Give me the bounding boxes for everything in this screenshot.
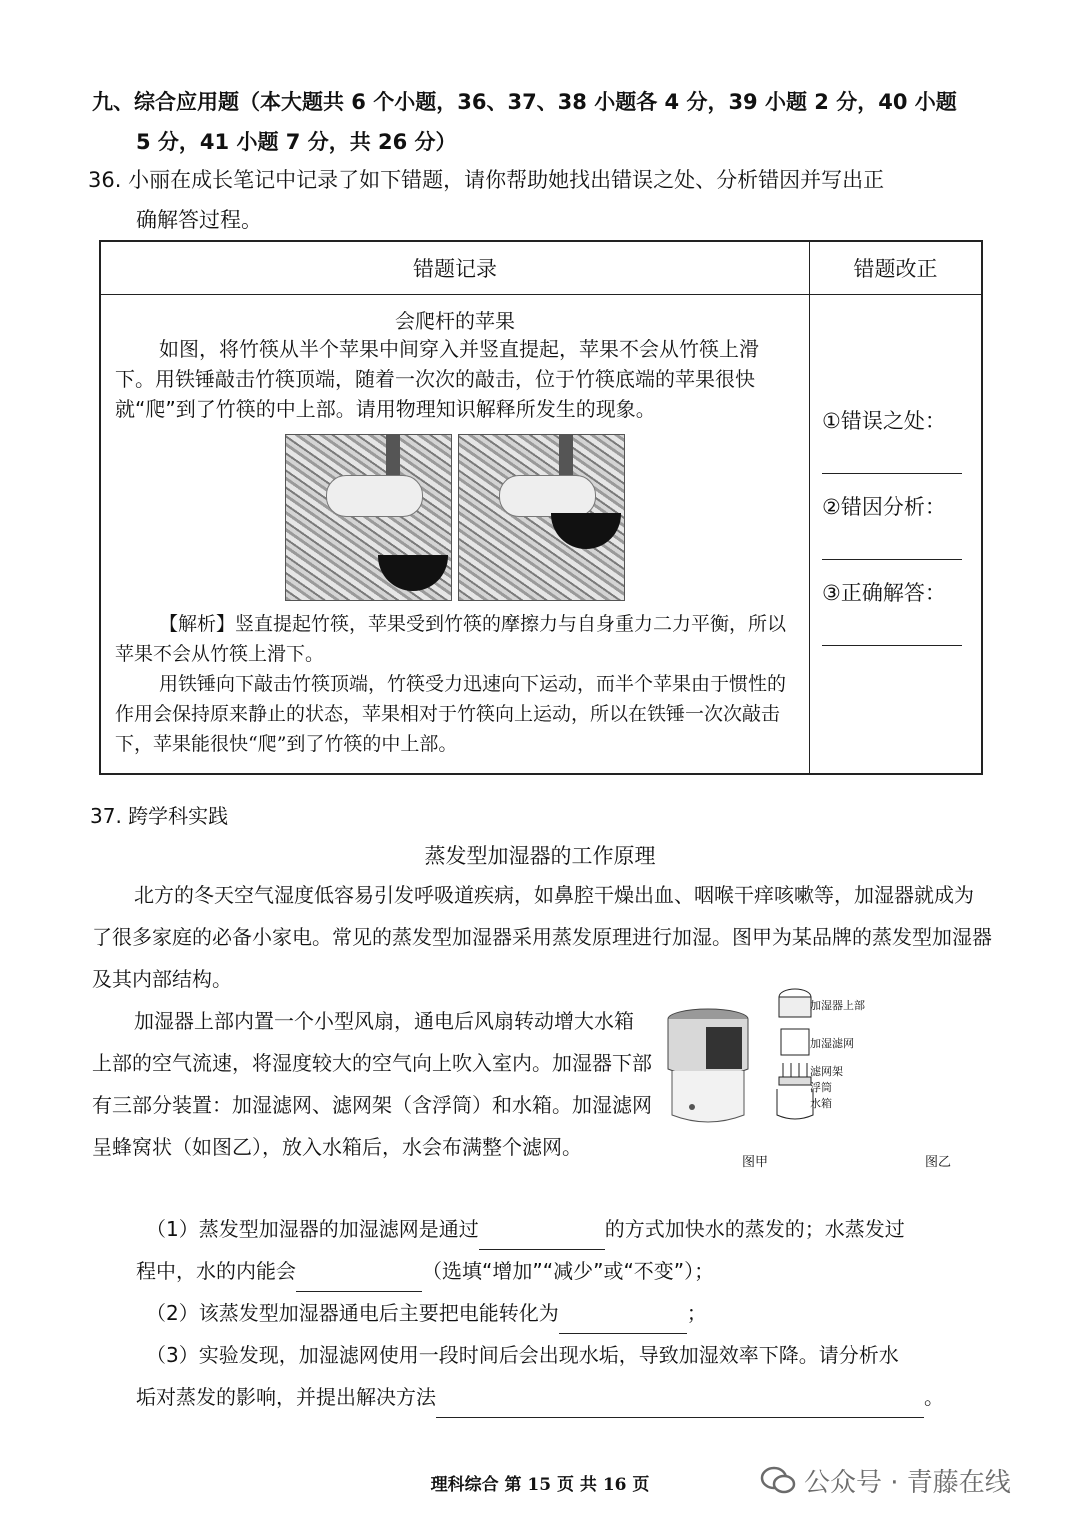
q36-line1: 36. 小丽在成长笔记中记录了如下错题，请你帮助她找出错误之处、分析错因并写出正 — [88, 168, 885, 192]
analysis-paragraph-2: 用铁锤向下敲击竹筷顶端，竹筷受力迅速向下运动，而半个苹果由于惯性的作用会保持原来静止的状态，苹果相对于竹筷向上运动，所以在铁锤一次次敲击下，苹果能很快“爬”到了竹筷的中上部。 — [115, 673, 787, 755]
correction-cell — [810, 295, 983, 775]
part-label-float: 浮筒 — [810, 1081, 832, 1094]
humidifier-figure — [660, 985, 990, 1170]
apple-photo-after — [458, 434, 625, 601]
wechat-icon — [760, 1466, 796, 1496]
section-title-line2: 5 分，41 小题 7 分，共 26 分） — [136, 130, 457, 154]
figure-a-caption: 图甲 — [742, 1155, 769, 1170]
correction-error-location: ①错误之处： — [822, 409, 946, 433]
sub-question-2 — [146, 1292, 1006, 1334]
figure-b-caption: 图乙 — [925, 1155, 952, 1170]
sub-question-1-cont — [136, 1250, 996, 1292]
q37-paragraph-2: 加湿器上部内置一个小型风扇，通电后风扇转动增大水箱上部的空气流速，将湿度较大的空气向上吹入室内。加湿器下部有三部分装置：加湿滤网、滤网架（含浮筒）和水箱。加湿滤网呈蜂窝状（如图乙），放入水箱后，水会布满整个滤网。 — [92, 1009, 652, 1159]
record-cell — [100, 295, 810, 775]
sub3-text-c: 。 — [924, 1385, 944, 1409]
part-label-rack: 滤网架 — [810, 1065, 843, 1078]
sub1-text-c: 程中，水的内能会 — [136, 1259, 296, 1283]
question-36-stem — [88, 160, 988, 240]
q37-paragraph-1: 北方的冬天空气湿度低容易引发呼吸道疾病，如鼻腔干燥出血、咽喉干痒咳嗽等，加湿器就成为了很多家庭的必备小家电。常见的蒸发型加湿器采用蒸发原理进行加湿。图甲为某品牌的蒸发型加湿器及其内部结构。 — [92, 883, 992, 991]
blank-1[interactable] — [479, 1219, 605, 1250]
record-text: 如图，将竹筷从半个苹果中间穿入并竖直提起，苹果不会从竹筷上滑下。用铁锤敲击竹筷顶端，随着一次次的敲击，位于竹筷底端的苹果很快就“爬”到了竹筷的中上部。请用物理知识解释所发生的现象。 — [115, 337, 759, 421]
blank-2[interactable] — [296, 1261, 422, 1292]
page-footer: 理科综合 第 15 页 共 16 页 — [430, 1475, 650, 1495]
col-header-correction: 错题改正 — [810, 241, 983, 295]
sub1-text-b: 的方式加快水的蒸发的；水蒸发过 — [604, 1217, 905, 1241]
correction-error-cause: ②错因分析： — [822, 495, 946, 519]
q37-title: 蒸发型加湿器的工作原理 — [424, 844, 656, 868]
sub1-text-d: （选填“增加”“减少”或“不变”）； — [422, 1259, 715, 1283]
sub1-text-a: （1）蒸发型加湿器的加湿滤网是通过 — [146, 1217, 479, 1241]
sub-question-1 — [146, 1208, 1006, 1250]
sub3-text-a: （3）实验发现，加湿滤网使用一段时间后会出现水垢，导致加湿效率下降。请分析水 — [146, 1343, 899, 1367]
part-label-filter: 加湿滤网 — [810, 1037, 854, 1050]
part-label-tank: 水箱 — [810, 1097, 832, 1110]
apple-photos — [101, 434, 809, 601]
blank-3[interactable] — [559, 1303, 687, 1334]
part-label-top: 加湿器上部 — [810, 999, 865, 1012]
sub-question-3 — [146, 1334, 1006, 1376]
section-title-line1: 九、综合应用题（本大题共 6 个小题，36、37、38 小题各 4 分，39 小题 2 分，40 小题 — [92, 90, 957, 114]
apple-photo-before — [285, 434, 452, 601]
answer-line-3[interactable] — [822, 645, 962, 646]
analysis-paragraph-1: 【解析】竖直提起竹筷，苹果受到竹筷的摩擦力与自身重力二力平衡，所以苹果不会从竹筷上滑下。 — [115, 613, 787, 665]
answer-line-2[interactable] — [822, 559, 962, 560]
sub3-text-b: 垢对蒸发的影响，并提出解决方法 — [136, 1385, 436, 1409]
error-table — [99, 240, 983, 775]
answer-line-1[interactable] — [822, 473, 962, 474]
correction-correct-answer: ③正确解答： — [822, 581, 946, 605]
q36-line2: 确解答过程。 — [136, 208, 262, 232]
record-title: 会爬杆的苹果 — [395, 309, 515, 333]
q37-label: 37. 跨学科实践 — [90, 804, 229, 828]
watermark — [760, 1462, 1011, 1499]
sub-question-3-cont — [136, 1376, 996, 1418]
section-title — [92, 82, 992, 162]
col-header-record: 错题记录 — [100, 241, 810, 295]
blank-4[interactable] — [436, 1387, 924, 1418]
humidifier-device-image — [666, 1005, 766, 1125]
sub2-text-a: （2）该蒸发型加湿器通电后主要把电能转化为 — [146, 1301, 559, 1325]
watermark-text: 公众号 · 青藤在线 — [804, 1468, 1011, 1498]
sub2-text-b: ； — [686, 1301, 707, 1325]
